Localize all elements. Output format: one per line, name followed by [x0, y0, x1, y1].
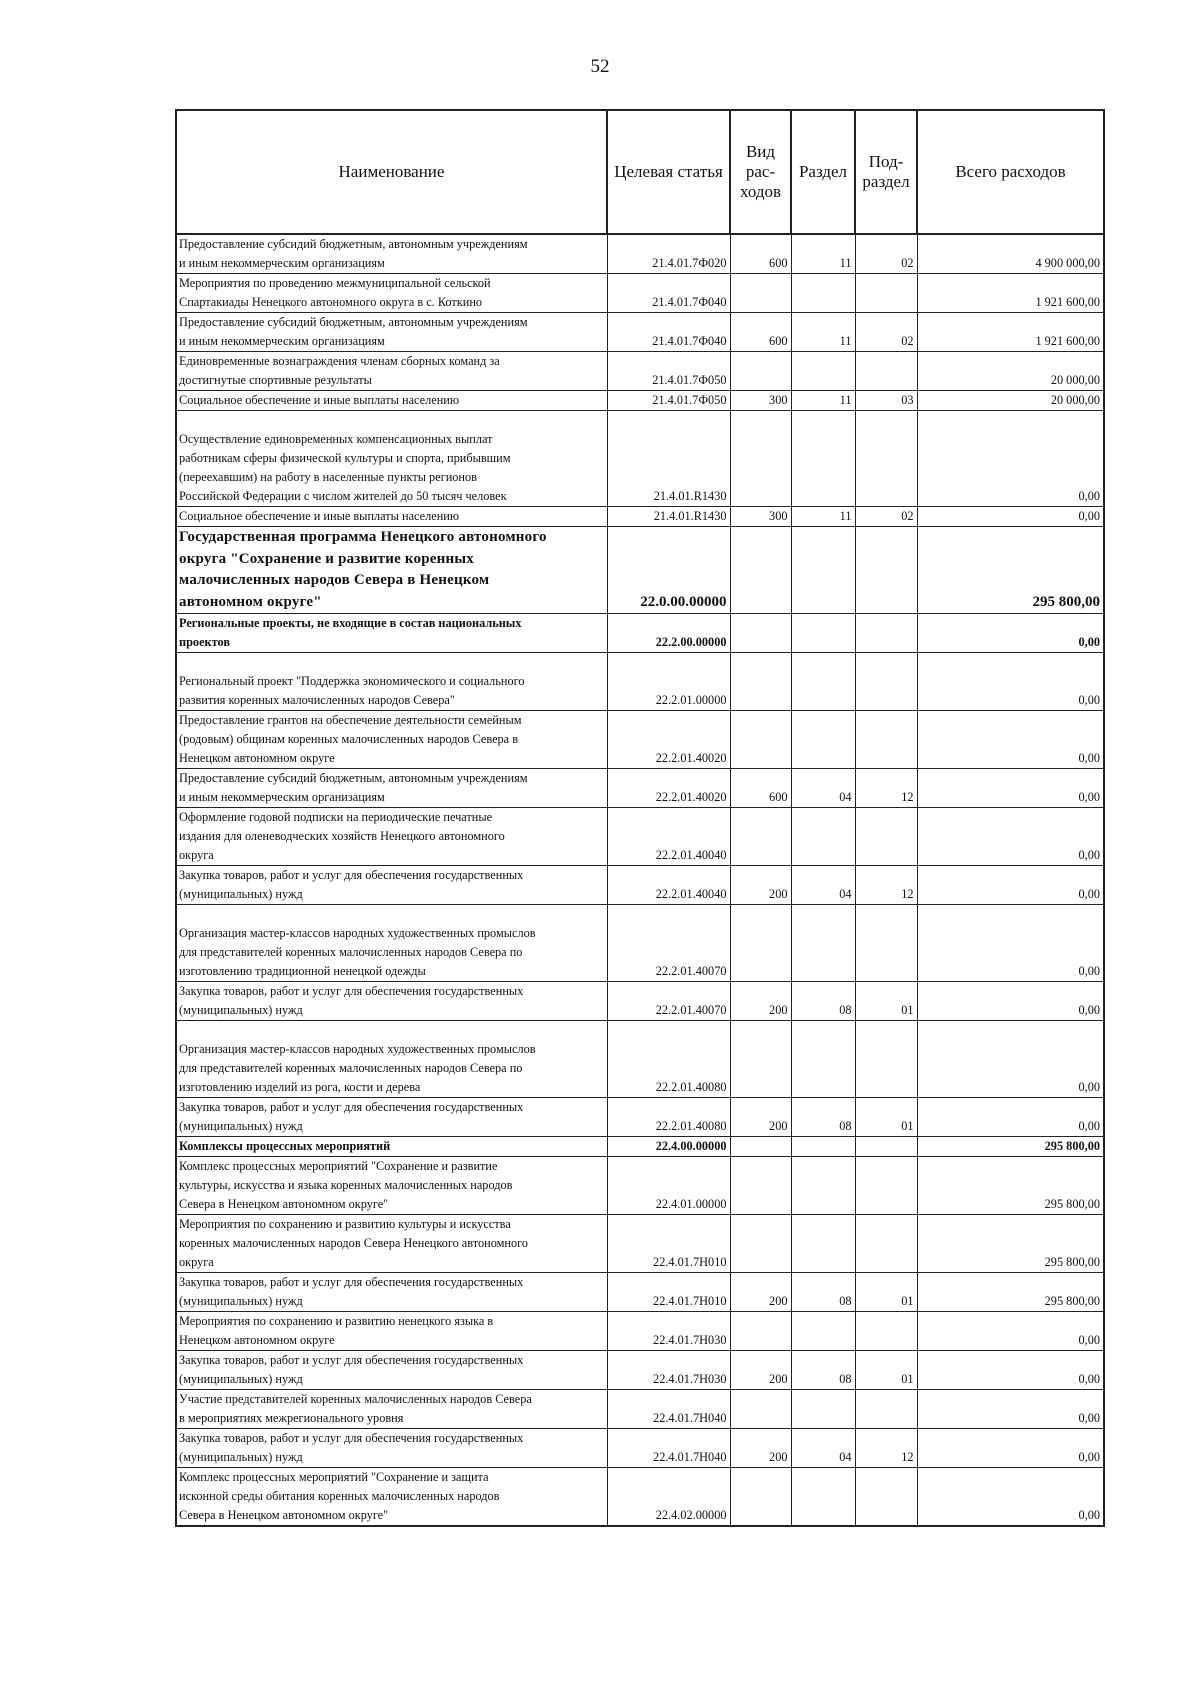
row-target: 22.4.01.7Н030 — [607, 1312, 730, 1351]
row-target: 22.2.01.40080 — [607, 1098, 730, 1137]
row-type — [730, 1215, 791, 1273]
row-target: 22.2.01.40080 — [607, 1021, 730, 1098]
header-total: Всего расходов — [917, 110, 1104, 234]
row-name: Предоставление субсидий бюджетным, автономным учреждениям и иным некоммерческим организациям — [176, 769, 607, 808]
row-target: 22.2.01.00000 — [607, 653, 730, 711]
row-section — [791, 905, 855, 982]
table-row — [176, 1351, 1104, 1390]
table-row — [176, 653, 1104, 711]
row-subsection: 01 — [855, 1273, 917, 1312]
table-row — [176, 614, 1104, 653]
row-subsection — [855, 1157, 917, 1215]
header-type: Вид рас- ходов — [730, 110, 791, 234]
table-row — [176, 1390, 1104, 1429]
row-section — [791, 1157, 855, 1215]
table-row — [176, 391, 1104, 411]
row-type: 200 — [730, 1429, 791, 1468]
page-number: 52 — [590, 56, 610, 77]
row-target: 21.4.01.R1430 — [607, 411, 730, 507]
row-name: Единовременные вознаграждения членам сборных команд за достигнутые спортивные результаты — [176, 352, 607, 391]
table-row — [176, 866, 1104, 905]
table-row — [176, 1215, 1104, 1273]
row-type: 200 — [730, 982, 791, 1021]
row-section — [791, 1312, 855, 1351]
row-section: 04 — [791, 1429, 855, 1468]
row-section — [791, 527, 855, 614]
budget-table — [175, 109, 1105, 1527]
header-name: Наименование — [176, 110, 607, 234]
row-type: 200 — [730, 1098, 791, 1137]
row-target: 21.4.01.7Ф040 — [607, 274, 730, 313]
row-total: 20 000,00 — [917, 391, 1104, 411]
row-type — [730, 711, 791, 769]
row-name: Организация мастер-классов народных художественных промыслов для представителей коренных малочисленных народов Севера по изготовлению изделий из рога, кости и дерева — [176, 1021, 607, 1098]
row-subsection — [855, 274, 917, 313]
row-subsection — [855, 1312, 917, 1351]
table-row — [176, 1273, 1104, 1312]
table-row — [176, 1137, 1104, 1157]
row-type: 200 — [730, 866, 791, 905]
row-section — [791, 614, 855, 653]
row-subsection — [855, 1215, 917, 1273]
row-type — [730, 614, 791, 653]
row-target: 22.2.01.40070 — [607, 905, 730, 982]
row-total: 295 800,00 — [917, 527, 1104, 614]
row-total: 295 800,00 — [917, 1157, 1104, 1215]
table-row — [176, 711, 1104, 769]
row-section: 04 — [791, 769, 855, 808]
table-row — [176, 1468, 1104, 1527]
table-row — [176, 1157, 1104, 1215]
row-type — [730, 1157, 791, 1215]
row-section — [791, 711, 855, 769]
row-subsection — [855, 905, 917, 982]
row-section — [791, 1021, 855, 1098]
row-total: 295 800,00 — [917, 1137, 1104, 1157]
row-total: 0,00 — [917, 614, 1104, 653]
table-row — [176, 769, 1104, 808]
row-type — [730, 527, 791, 614]
table-header-row — [176, 110, 1104, 234]
row-type — [730, 905, 791, 982]
row-subsection: 12 — [855, 1429, 917, 1468]
row-name: Мероприятия по сохранению и развитию культуры и искусства коренных малочисленных народов Севера Ненецкого автономного округа — [176, 1215, 607, 1273]
table-row — [176, 808, 1104, 866]
row-type: 200 — [730, 1273, 791, 1312]
row-subsection: 01 — [855, 1098, 917, 1137]
row-total: 0,00 — [917, 905, 1104, 982]
row-name: Социальное обеспечение и иные выплаты населению — [176, 391, 607, 411]
row-subsection — [855, 614, 917, 653]
row-total: 0,00 — [917, 711, 1104, 769]
row-target: 22.2.01.40040 — [607, 808, 730, 866]
row-total: 0,00 — [917, 1098, 1104, 1137]
table-row — [176, 411, 1104, 507]
row-target: 22.4.01.7Н010 — [607, 1215, 730, 1273]
row-target: 22.4.01.7Н030 — [607, 1351, 730, 1390]
row-section — [791, 1137, 855, 1157]
table-row — [176, 234, 1104, 274]
row-total: 0,00 — [917, 653, 1104, 711]
row-section — [791, 808, 855, 866]
row-name: Комплексы процессных мероприятий — [176, 1137, 607, 1157]
row-name: Предоставление грантов на обеспечение деятельности семейным (родовым) общинам коренных малочисленных народов Севера в Ненецком автономном округе — [176, 711, 607, 769]
row-name: Предоставление субсидий бюджетным, автономным учреждениям и иным некоммерческим организациям — [176, 313, 607, 352]
row-name: Закупка товаров, работ и услуг для обеспечения государственных (муниципальных) нужд — [176, 1273, 607, 1312]
row-section — [791, 274, 855, 313]
row-total: 0,00 — [917, 1429, 1104, 1468]
row-name: Организация мастер-классов народных художественных промыслов для представителей коренных малочисленных народов Севера по изготовлению традиционной ненецкой одежды — [176, 905, 607, 982]
row-target: 21.4.01.7Ф040 — [607, 313, 730, 352]
row-subsection — [855, 411, 917, 507]
row-total: 0,00 — [917, 411, 1104, 507]
row-type: 600 — [730, 234, 791, 274]
row-type: 300 — [730, 391, 791, 411]
row-target: 21.4.01.7Ф050 — [607, 352, 730, 391]
row-subsection: 01 — [855, 982, 917, 1021]
row-type — [730, 1137, 791, 1157]
row-target: 22.4.01.7Н010 — [607, 1273, 730, 1312]
row-section: 11 — [791, 313, 855, 352]
row-section: 11 — [791, 234, 855, 274]
row-total: 295 800,00 — [917, 1273, 1104, 1312]
row-subsection: 01 — [855, 1351, 917, 1390]
row-section — [791, 1215, 855, 1273]
row-type — [730, 1312, 791, 1351]
row-subsection: 03 — [855, 391, 917, 411]
row-section: 11 — [791, 507, 855, 527]
row-subsection: 12 — [855, 866, 917, 905]
row-section: 04 — [791, 866, 855, 905]
row-name: Комплекс процессных мероприятий "Сохранение и развитие культуры, искусства и языка коренных малочисленных народов Севера в Ненецком автономном округе" — [176, 1157, 607, 1215]
row-subsection — [855, 653, 917, 711]
table-row — [176, 1098, 1104, 1137]
row-name: Социальное обеспечение и иные выплаты населению — [176, 507, 607, 527]
table-row — [176, 905, 1104, 982]
row-section: 08 — [791, 982, 855, 1021]
table-body — [176, 234, 1104, 1526]
row-subsection — [855, 1021, 917, 1098]
row-target: 22.2.01.40020 — [607, 711, 730, 769]
row-name: Оформление годовой подписки на периодические печатные издания для оленеводческих хозяйств Ненецкого автономного округа — [176, 808, 607, 866]
row-total: 0,00 — [917, 1021, 1104, 1098]
row-subsection — [855, 808, 917, 866]
row-section — [791, 653, 855, 711]
table-row — [176, 274, 1104, 313]
row-name: Государственная программа Ненецкого автономного округа "Сохранение и развитие коренных малочисленных народов Севера в Ненецком автономном округе" — [176, 527, 607, 614]
row-target: 21.4.01.7Ф050 — [607, 391, 730, 411]
row-target: 21.4.01.R1430 — [607, 507, 730, 527]
row-name: Комплекс процессных мероприятий "Сохранение и защита исконной среды обитания коренных малочисленных народов Севера в Ненецком автономном округе" — [176, 1468, 607, 1527]
row-target: 22.4.01.7Н040 — [607, 1429, 730, 1468]
row-type — [730, 1468, 791, 1527]
row-total: 20 000,00 — [917, 352, 1104, 391]
row-subsection — [855, 1390, 917, 1429]
row-target: 22.2.01.40020 — [607, 769, 730, 808]
table-row — [176, 1429, 1104, 1468]
row-target: 22.4.00.00000 — [607, 1137, 730, 1157]
row-total: 0,00 — [917, 1351, 1104, 1390]
row-name: Закупка товаров, работ и услуг для обеспечения государственных (муниципальных) нужд — [176, 1351, 607, 1390]
row-section: 08 — [791, 1351, 855, 1390]
row-type: 600 — [730, 313, 791, 352]
row-subsection — [855, 711, 917, 769]
row-subsection — [855, 352, 917, 391]
row-type: 200 — [730, 1351, 791, 1390]
table-row — [176, 313, 1104, 352]
row-subsection: 12 — [855, 769, 917, 808]
row-subsection — [855, 1137, 917, 1157]
row-type — [730, 653, 791, 711]
row-total: 1 921 600,00 — [917, 313, 1104, 352]
row-type: 600 — [730, 769, 791, 808]
row-section: 08 — [791, 1098, 855, 1137]
row-type: 300 — [730, 507, 791, 527]
row-section — [791, 1390, 855, 1429]
row-name: Предоставление субсидий бюджетным, автономным учреждениям и иным некоммерческим организациям — [176, 234, 607, 274]
row-total: 0,00 — [917, 1390, 1104, 1429]
row-subsection: 02 — [855, 313, 917, 352]
row-target: 22.2.00.00000 — [607, 614, 730, 653]
row-target: 22.2.01.40040 — [607, 866, 730, 905]
header-target: Целевая статья — [607, 110, 730, 234]
row-total: 0,00 — [917, 1468, 1104, 1527]
table-row — [176, 982, 1104, 1021]
table-row — [176, 352, 1104, 391]
table-row — [176, 527, 1104, 614]
row-target: 22.0.00.00000 — [607, 527, 730, 614]
row-name: Мероприятия по сохранению и развитию ненецкого языка в Ненецком автономном округе — [176, 1312, 607, 1351]
row-type — [730, 352, 791, 391]
row-target: 21.4.01.7Ф020 — [607, 234, 730, 274]
row-name: Мероприятия по проведению межмуниципальной сельской Спартакиады Ненецкого автономного округа в с. Коткино — [176, 274, 607, 313]
row-type — [730, 1390, 791, 1429]
row-section — [791, 352, 855, 391]
row-name: Региональные проекты, не входящие в состав национальных проектов — [176, 614, 607, 653]
row-subsection — [855, 1468, 917, 1527]
row-section: 08 — [791, 1273, 855, 1312]
row-section: 11 — [791, 391, 855, 411]
row-name: Закупка товаров, работ и услуг для обеспечения государственных (муниципальных) нужд — [176, 1429, 607, 1468]
row-subsection: 02 — [855, 234, 917, 274]
row-total: 0,00 — [917, 769, 1104, 808]
table-row — [176, 1021, 1104, 1098]
row-target: 22.4.02.00000 — [607, 1468, 730, 1527]
row-type — [730, 1021, 791, 1098]
header-section: Раздел — [791, 110, 855, 234]
header-subsection: Под- раздел — [855, 110, 917, 234]
row-type — [730, 808, 791, 866]
row-total: 1 921 600,00 — [917, 274, 1104, 313]
row-target: 22.4.01.00000 — [607, 1157, 730, 1215]
row-subsection — [855, 527, 917, 614]
row-name: Региональный проект "Поддержка экономического и социального развития коренных малочисленных народов Севера" — [176, 653, 607, 711]
row-name: Закупка товаров, работ и услуг для обеспечения государственных (муниципальных) нужд — [176, 1098, 607, 1137]
row-total: 0,00 — [917, 808, 1104, 866]
table-row — [176, 507, 1104, 527]
row-target: 22.2.01.40070 — [607, 982, 730, 1021]
row-total: 4 900 000,00 — [917, 234, 1104, 274]
row-total: 0,00 — [917, 866, 1104, 905]
row-type — [730, 274, 791, 313]
row-name: Закупка товаров, работ и услуг для обеспечения государственных (муниципальных) нужд — [176, 982, 607, 1021]
row-type — [730, 411, 791, 507]
row-name: Осуществление единовременных компенсационных выплат работникам сферы физической культуры и спорта, прибывшим (переехавшим) на работу в населенные пункты регионов Российской Федерации с числом жителей до 50 тысяч человек — [176, 411, 607, 507]
row-total: 0,00 — [917, 982, 1104, 1021]
row-subsection: 02 — [855, 507, 917, 527]
row-section — [791, 1468, 855, 1527]
row-total: 295 800,00 — [917, 1215, 1104, 1273]
table-row — [176, 1312, 1104, 1351]
row-total: 0,00 — [917, 507, 1104, 527]
row-name: Участие представителей коренных малочисленных народов Севера в мероприятиях межрегионального уровня — [176, 1390, 607, 1429]
row-section — [791, 411, 855, 507]
row-name: Закупка товаров, работ и услуг для обеспечения государственных (муниципальных) нужд — [176, 866, 607, 905]
row-total: 0,00 — [917, 1312, 1104, 1351]
row-target: 22.4.01.7Н040 — [607, 1390, 730, 1429]
